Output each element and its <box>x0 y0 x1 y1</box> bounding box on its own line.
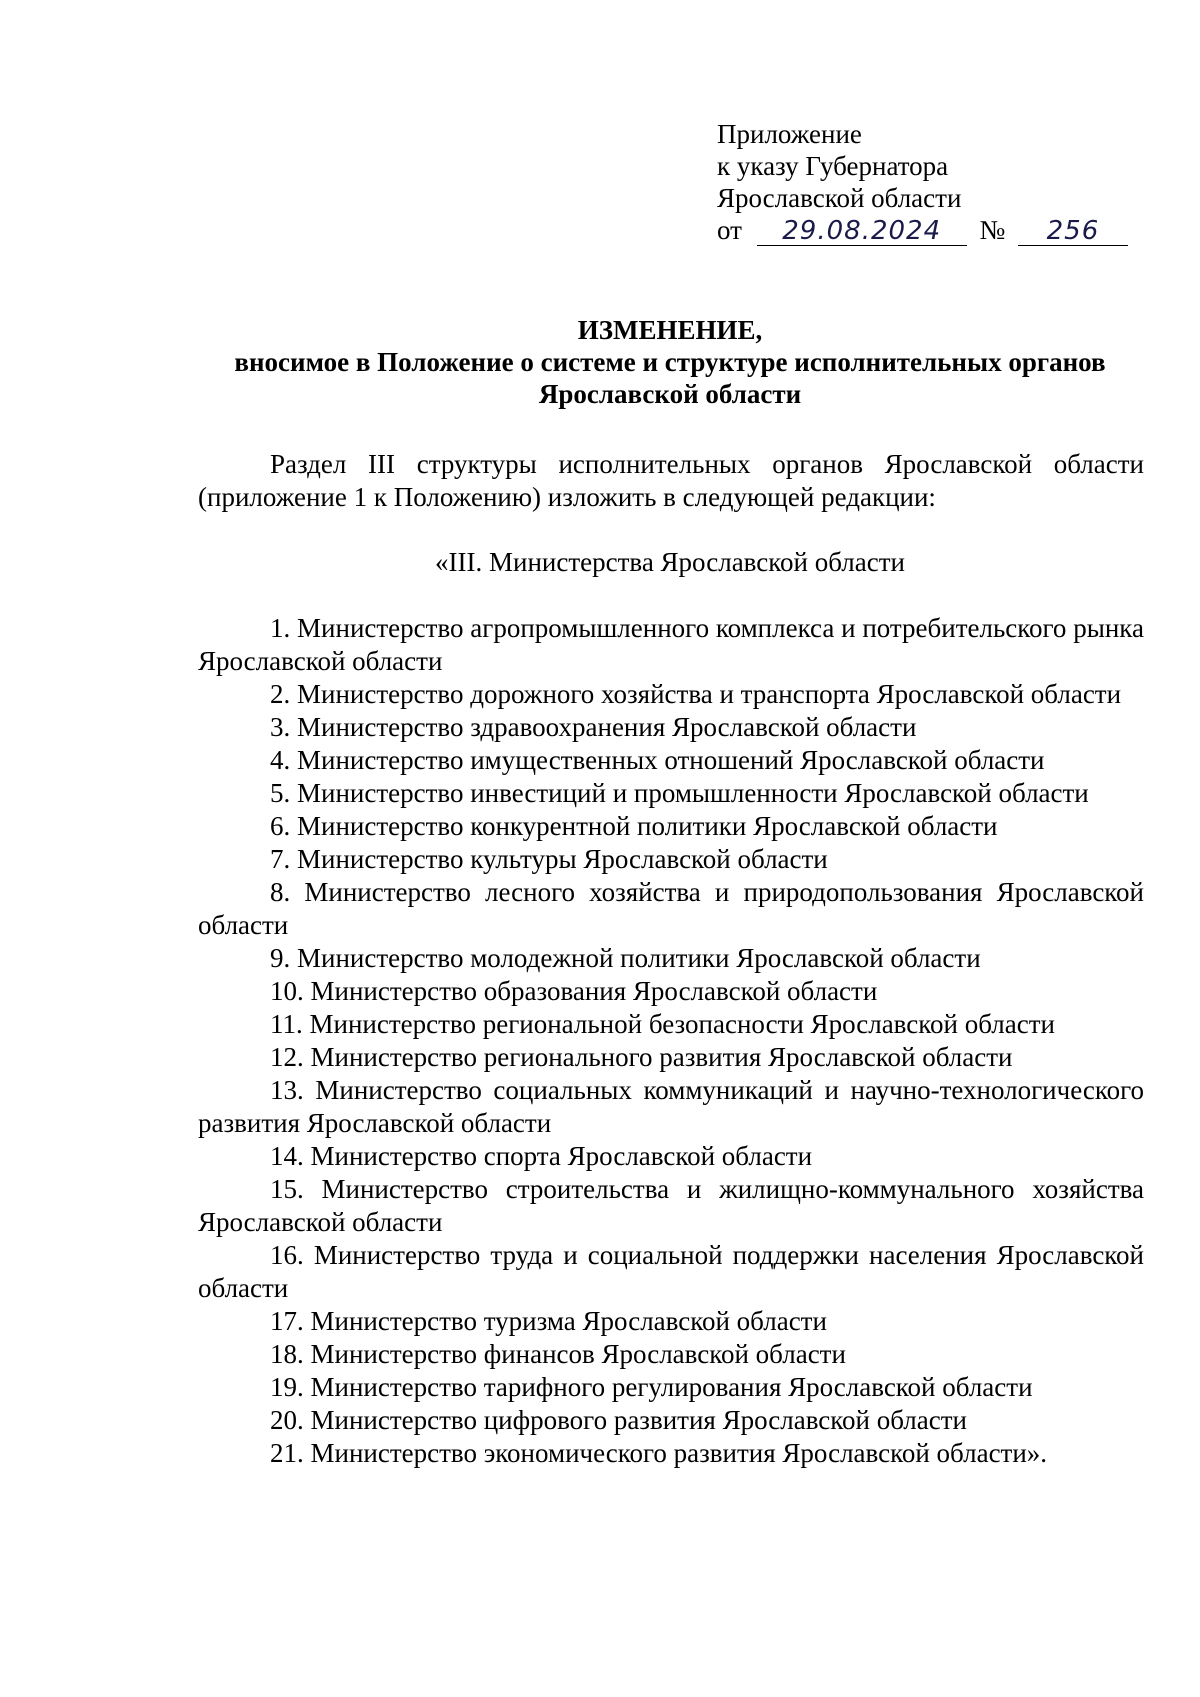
item-number: 21. <box>270 1438 304 1468</box>
list-item <box>198 810 1144 843</box>
item-number: 20. <box>270 1405 304 1435</box>
list-item <box>198 1404 1144 1437</box>
title-line-3: Ярославской области <box>538 379 802 409</box>
appendix-line-2: к указу Губернатора <box>717 151 949 181</box>
item-text: Министерство здравоохранения Ярославской области <box>297 712 917 742</box>
list-item <box>198 1173 1144 1239</box>
list-item <box>198 777 1144 810</box>
item-text: Министерство культуры Ярославской области <box>297 844 828 874</box>
ministries-list <box>198 612 1144 1470</box>
list-item <box>198 678 1144 711</box>
section-heading: «III. Министерства Ярославской области <box>435 547 905 577</box>
list-item <box>198 1305 1144 1338</box>
intro-paragraph <box>198 448 1144 514</box>
list-item <box>198 942 1144 975</box>
item-text: Министерство спорта Ярославской области <box>310 1141 813 1171</box>
handwritten-number: 256 <box>1018 217 1128 246</box>
list-item <box>198 1008 1144 1041</box>
item-text: Министерство регионального развития Ярославской области <box>310 1042 1013 1072</box>
item-text: Министерство цифрового развития Ярославской области <box>310 1405 967 1435</box>
list-item <box>198 1437 1144 1470</box>
item-number: 2. <box>270 679 291 709</box>
title-line-2: вносимое в Положение о системе и структуре исполнительных органов <box>234 347 1106 377</box>
item-text: Министерство строительства и жилищно-коммунального хозяйства Ярославской области <box>198 1174 1144 1237</box>
list-item <box>198 843 1144 876</box>
item-number: 18. <box>270 1339 304 1369</box>
item-text: Министерство молодежной политики Ярославской области <box>297 943 981 973</box>
item-number: 17. <box>270 1306 304 1336</box>
item-text: Министерство агропромышленного комплекса и потребительского рынка Ярославской области <box>198 613 1144 676</box>
item-number: 5. <box>270 778 291 808</box>
item-number: 13. <box>270 1075 304 1105</box>
item-text: Министерство тарифного регулирования Ярославской области <box>310 1372 1033 1402</box>
list-item <box>198 1371 1144 1404</box>
document-title <box>200 314 1140 410</box>
item-number: 14. <box>270 1141 304 1171</box>
list-item <box>198 975 1144 1008</box>
item-number: 1. <box>270 613 291 643</box>
item-text: Министерство социальных коммуникаций и научно-технологического развития Ярославской области <box>198 1075 1144 1138</box>
item-number: 16. <box>270 1240 304 1270</box>
handwritten-date: 29.08.2024 <box>757 217 967 246</box>
item-number: 4. <box>270 745 291 775</box>
item-number: 7. <box>270 844 291 874</box>
item-number: 9. <box>270 943 291 973</box>
item-text: Министерство имущественных отношений Ярославской области <box>297 745 1045 775</box>
item-text: Министерство конкурентной политики Ярославской области <box>297 811 998 841</box>
item-text: Министерство туризма Ярославской области <box>310 1306 827 1336</box>
list-item <box>198 1239 1144 1305</box>
item-number: 6. <box>270 811 291 841</box>
list-item <box>198 744 1144 777</box>
item-number: 11. <box>270 1009 303 1039</box>
appendix-line-3: Ярославской области <box>717 183 962 213</box>
item-text: Министерство инвестиций и промышленности Ярославской области <box>297 778 1089 808</box>
list-item <box>198 1338 1144 1371</box>
appendix-date-line <box>717 214 1128 246</box>
item-number: 12. <box>270 1042 304 1072</box>
intro-text: Раздел III структуры исполнительных органов Ярославской области (приложение 1 к Положению) изложить в следующей редакции: <box>198 449 1144 512</box>
list-item <box>198 711 1144 744</box>
title-line-1: ИЗМЕНЕНИЕ, <box>577 315 763 345</box>
list-item <box>198 1140 1144 1173</box>
item-number: 10. <box>270 976 304 1006</box>
item-number: 19. <box>270 1372 304 1402</box>
item-text: Министерство образования Ярославской области <box>310 976 878 1006</box>
number-prefix: № <box>979 215 1006 245</box>
item-text: Министерство финансов Ярославской области <box>310 1339 846 1369</box>
item-number: 15. <box>270 1174 304 1204</box>
item-text: Министерство лесного хозяйства и природопользования Ярославской области <box>198 877 1145 940</box>
appendix-block <box>717 118 1128 246</box>
item-number: 3. <box>270 712 291 742</box>
item-text: Министерство экономического развития Ярославской области». <box>310 1438 1048 1468</box>
date-prefix: от <box>717 215 742 245</box>
list-item <box>198 876 1144 942</box>
list-item <box>198 1074 1144 1140</box>
item-text: Министерство региональной безопасности Ярославской области <box>309 1009 1055 1039</box>
list-item <box>198 1041 1144 1074</box>
item-text: Министерство труда и социальной поддержки населения Ярославской области <box>198 1240 1144 1303</box>
item-text: Министерство дорожного хозяйства и транспорта Ярославской области <box>297 679 1122 709</box>
appendix-line-1: Приложение <box>717 119 862 149</box>
list-item <box>198 612 1144 678</box>
item-number: 8. <box>270 877 291 907</box>
